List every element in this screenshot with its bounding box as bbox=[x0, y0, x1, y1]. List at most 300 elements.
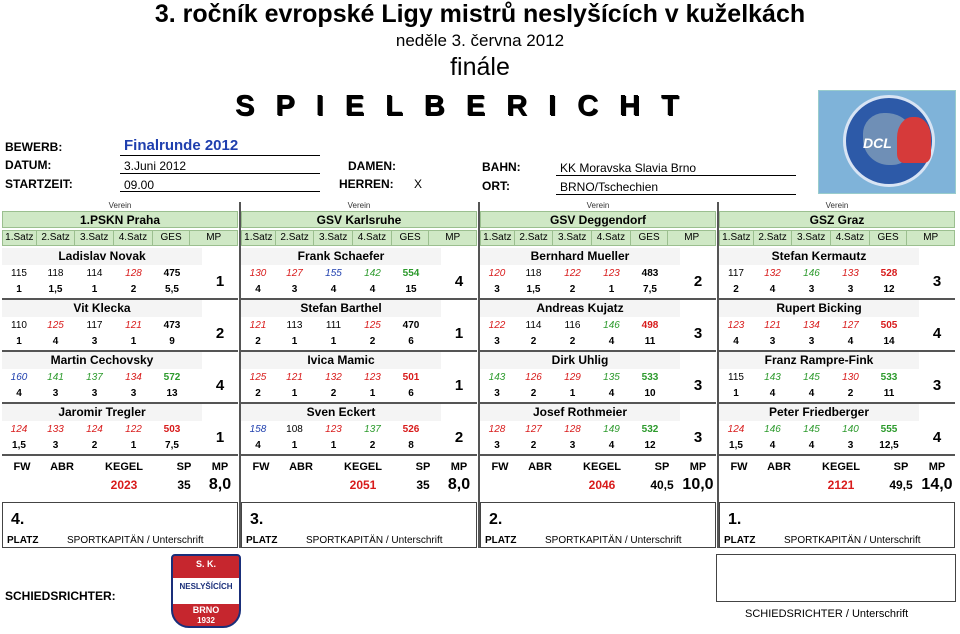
column-header: 2.Satz bbox=[37, 231, 76, 245]
total-score: 533 bbox=[641, 372, 659, 383]
player-name: Andreas Kujatz bbox=[480, 300, 680, 317]
set-points: 3 bbox=[52, 440, 59, 451]
set-score: 123 bbox=[727, 320, 745, 331]
player-block bbox=[480, 352, 716, 404]
set-score: 128 bbox=[564, 424, 581, 435]
set-points: 4 bbox=[808, 388, 815, 399]
column-header: 4.Satz bbox=[114, 231, 153, 245]
league-logo bbox=[818, 90, 956, 194]
datum-value: 3.Juni 2012 bbox=[124, 159, 187, 173]
totals-header: FW bbox=[730, 461, 748, 473]
set-points: 1 bbox=[608, 284, 615, 295]
totals-header: KEGEL bbox=[105, 461, 143, 473]
totals-sp: 40,5 bbox=[650, 478, 674, 492]
page-title: 3. ročník evropské Ligy mistrů neslyšících v kuželkách bbox=[154, 0, 806, 28]
set-points: 2 bbox=[255, 336, 261, 347]
total-score: 572 bbox=[163, 372, 181, 383]
player-block bbox=[719, 248, 955, 300]
bahn-value: KK Moravska Slavia Brno bbox=[560, 161, 697, 175]
set-points: 3 bbox=[569, 440, 576, 451]
total-points: 5,5 bbox=[165, 284, 179, 295]
set-points: 3 bbox=[808, 284, 815, 295]
totals-fw bbox=[241, 475, 281, 495]
player-block bbox=[2, 300, 238, 352]
platz-label: PLATZ bbox=[246, 535, 278, 546]
set-score: 127 bbox=[842, 320, 859, 331]
set-score: 146 bbox=[603, 320, 620, 331]
set-points: 1 bbox=[291, 440, 298, 451]
match-points: 3 bbox=[693, 325, 703, 342]
player-name: Martin Cechovsky bbox=[2, 352, 202, 369]
player-name: Ladislav Novak bbox=[2, 248, 202, 265]
set-score: 160 bbox=[10, 372, 28, 383]
total-points: 6 bbox=[408, 388, 414, 399]
set-points: 2 bbox=[847, 388, 854, 399]
totals-kegel: 2051 bbox=[349, 478, 377, 492]
column-header: MP bbox=[684, 232, 700, 243]
total-points: 11 bbox=[644, 336, 656, 347]
damen-label: DAMEN: bbox=[348, 159, 396, 173]
column-divider bbox=[239, 202, 241, 548]
totals-header: ABR bbox=[528, 461, 552, 473]
set-score: 130 bbox=[842, 372, 859, 383]
set-score: 134 bbox=[125, 372, 142, 383]
club-logo bbox=[171, 554, 241, 628]
set-score: 120 bbox=[488, 268, 506, 279]
datum-label: DATUM: bbox=[5, 158, 52, 172]
set-score: 141 bbox=[47, 372, 64, 383]
column-header-row bbox=[2, 230, 238, 246]
match-points: 4 bbox=[932, 429, 942, 446]
set-points: 1 bbox=[291, 336, 298, 347]
total-points: 7,5 bbox=[643, 284, 657, 295]
column-header-row bbox=[241, 230, 477, 246]
total-points: 8 bbox=[408, 440, 414, 451]
totals-header-row bbox=[241, 459, 477, 475]
player-block bbox=[480, 404, 716, 456]
totals-header: KEGEL bbox=[583, 461, 621, 473]
bewerb-value: Finalrunde 2012 bbox=[124, 137, 239, 154]
points-row bbox=[2, 386, 191, 401]
total-score: 498 bbox=[641, 320, 659, 331]
column-header: MP bbox=[923, 232, 939, 243]
column-header: 1.Satz bbox=[720, 231, 754, 245]
set-score: 125 bbox=[249, 372, 267, 383]
player-name: Ivica Mamic bbox=[241, 352, 441, 369]
set-points: 4 bbox=[369, 284, 376, 295]
set-score: 117 bbox=[728, 268, 744, 279]
set-points: 1,5 bbox=[729, 440, 743, 451]
set-points: 4 bbox=[52, 336, 59, 347]
ort-value: BRNO/Tschechien bbox=[560, 180, 659, 194]
total-score: 505 bbox=[880, 320, 898, 331]
set-points: 3 bbox=[91, 388, 98, 399]
set-points: 1 bbox=[733, 388, 739, 399]
totals-mp: 10,0 bbox=[682, 476, 714, 493]
points-row bbox=[2, 438, 191, 453]
set-score: 142 bbox=[364, 268, 381, 279]
total-points: 9 bbox=[169, 336, 175, 347]
total-score: 501 bbox=[402, 372, 420, 383]
totals-header: FW bbox=[252, 461, 270, 473]
totals-header: ABR bbox=[289, 461, 313, 473]
total-score: 526 bbox=[402, 424, 420, 435]
column-header: 4.Satz bbox=[353, 231, 392, 245]
column-header-row bbox=[719, 230, 955, 246]
player-name: Bernhard Mueller bbox=[480, 248, 680, 265]
totals-kegel: 2023 bbox=[110, 478, 138, 492]
set-score: 118 bbox=[525, 268, 542, 279]
player-block bbox=[2, 352, 238, 404]
set-points: 1 bbox=[291, 388, 298, 399]
set-score: 135 bbox=[603, 372, 620, 383]
totals-abr bbox=[281, 475, 321, 495]
scores-row bbox=[480, 422, 669, 437]
player-block bbox=[241, 300, 477, 352]
set-points: 4 bbox=[847, 336, 854, 347]
scores-row bbox=[719, 422, 908, 437]
column-header: GES bbox=[870, 231, 908, 245]
match-points: 4 bbox=[215, 377, 225, 394]
platz-number: 1. bbox=[728, 511, 742, 528]
set-score: 128 bbox=[488, 424, 506, 435]
set-points: 1 bbox=[16, 284, 22, 295]
totals-header-row bbox=[2, 459, 238, 475]
set-points: 1 bbox=[369, 388, 376, 399]
player-block bbox=[2, 248, 238, 300]
set-points: 3 bbox=[847, 284, 854, 295]
column-header: 3.Satz bbox=[553, 231, 592, 245]
scores-row bbox=[2, 422, 191, 437]
set-score: 125 bbox=[364, 320, 381, 331]
referee-signature-box[interactable] bbox=[716, 554, 956, 602]
set-score: 143 bbox=[488, 372, 506, 383]
set-points: 4 bbox=[255, 284, 261, 295]
totals-header: KEGEL bbox=[822, 461, 860, 473]
set-points: 2 bbox=[569, 284, 576, 295]
referee-signature-label: SCHIEDSRICHTER / Unterschrift bbox=[745, 608, 909, 620]
set-score: 155 bbox=[325, 268, 342, 279]
set-points: 1,5 bbox=[48, 284, 63, 295]
set-score: 115 bbox=[728, 372, 744, 383]
set-score: 149 bbox=[603, 424, 620, 435]
scores-row bbox=[480, 370, 669, 385]
platz-box[interactable] bbox=[241, 502, 477, 548]
startzeit-value: 09.00 bbox=[124, 178, 155, 192]
bahn-label: BAHN: bbox=[482, 160, 521, 174]
scores-row bbox=[241, 318, 430, 333]
set-points: 3 bbox=[494, 284, 500, 295]
set-points: 3 bbox=[494, 388, 500, 399]
player-block bbox=[719, 300, 955, 352]
set-points: 3 bbox=[52, 388, 59, 399]
total-score: 528 bbox=[880, 268, 898, 279]
set-points: 3 bbox=[769, 336, 776, 347]
bewerb-label: BEWERB: bbox=[5, 140, 63, 154]
totals-sp: 35 bbox=[416, 478, 430, 492]
scores-row bbox=[241, 370, 430, 385]
points-row bbox=[241, 438, 430, 453]
set-points: 3 bbox=[91, 336, 98, 347]
match-points: 2 bbox=[215, 325, 225, 342]
scores-row bbox=[480, 318, 669, 333]
totals-values-row bbox=[480, 475, 716, 495]
totals-abr bbox=[520, 475, 560, 495]
totals-fw bbox=[719, 475, 759, 495]
set-points: 2 bbox=[255, 388, 261, 399]
set-points: 4 bbox=[608, 388, 615, 399]
set-points: 2 bbox=[91, 440, 98, 451]
player-name: Jaromir Tregler bbox=[2, 404, 202, 421]
set-points: 3 bbox=[291, 284, 298, 295]
totals-header: MP bbox=[928, 461, 946, 473]
set-score: 121 bbox=[125, 320, 142, 331]
player-block bbox=[241, 248, 477, 300]
player-name: Frank Schaefer bbox=[241, 248, 441, 265]
column-header: 3.Satz bbox=[792, 231, 831, 245]
scores-row bbox=[241, 266, 430, 281]
club-logo-line4: 1932 bbox=[197, 616, 215, 625]
set-score: 129 bbox=[564, 372, 581, 383]
set-score: 123 bbox=[603, 268, 620, 279]
herren-label: HERREN: bbox=[339, 177, 394, 191]
totals-abr bbox=[42, 475, 82, 495]
set-score: 127 bbox=[525, 424, 542, 435]
verein-label: Verein bbox=[586, 201, 610, 210]
set-score: 121 bbox=[249, 320, 267, 331]
match-points: 2 bbox=[693, 273, 703, 290]
set-score: 121 bbox=[764, 320, 781, 331]
set-points: 4 bbox=[608, 336, 615, 347]
column-header: 2.Satz bbox=[515, 231, 554, 245]
captain-signature-label: SPORTKAPITÄN / Unterschrift bbox=[545, 535, 682, 546]
set-points: 2 bbox=[530, 336, 537, 347]
set-points: 2 bbox=[369, 440, 376, 451]
player-block bbox=[480, 300, 716, 352]
set-score: 145 bbox=[803, 424, 820, 435]
set-score: 133 bbox=[842, 268, 859, 279]
total-score: 470 bbox=[402, 320, 420, 331]
verein-label: Verein bbox=[825, 201, 849, 210]
points-row bbox=[2, 282, 191, 297]
totals-header: MP bbox=[211, 461, 229, 473]
set-points: 1 bbox=[130, 336, 137, 347]
points-row bbox=[2, 334, 191, 349]
column-header: MP bbox=[445, 232, 461, 243]
club-logo-line1: S. K. bbox=[195, 559, 216, 569]
set-score: 125 bbox=[47, 320, 64, 331]
points-row bbox=[241, 282, 430, 297]
set-score: 122 bbox=[564, 268, 581, 279]
totals-header: FW bbox=[491, 461, 509, 473]
total-points: 10 bbox=[644, 388, 656, 399]
page-subtitle: neděle 3. června 2012 bbox=[395, 31, 565, 50]
total-points: 7,5 bbox=[165, 440, 179, 451]
points-row bbox=[719, 334, 908, 349]
total-points: 14 bbox=[883, 336, 895, 347]
player-block bbox=[719, 352, 955, 404]
totals-kegel: 2046 bbox=[588, 478, 616, 492]
match-points: 3 bbox=[932, 273, 942, 290]
total-score: 503 bbox=[163, 424, 181, 435]
totals-header: SP bbox=[415, 461, 431, 473]
player-name: Rupert Bicking bbox=[719, 300, 919, 317]
total-points: 12 bbox=[883, 284, 895, 295]
points-row bbox=[719, 282, 908, 297]
herren-value: X bbox=[414, 177, 423, 191]
totals-kegel: 2121 bbox=[827, 478, 855, 492]
player-name: Stefan Barthel bbox=[241, 300, 441, 317]
set-score: 128 bbox=[125, 268, 142, 279]
set-points: 1 bbox=[91, 284, 98, 295]
scores-row bbox=[719, 318, 908, 333]
set-score: 123 bbox=[364, 372, 381, 383]
points-row bbox=[719, 386, 908, 401]
totals-values-row bbox=[2, 475, 238, 495]
set-score: 113 bbox=[286, 320, 303, 331]
set-points: 1,5 bbox=[526, 284, 541, 295]
set-score: 132 bbox=[325, 372, 342, 383]
set-points: 1 bbox=[16, 336, 22, 347]
platz-box[interactable] bbox=[2, 502, 238, 548]
logo-text: DCL bbox=[863, 135, 892, 151]
sheet-heading: SPIELBERICHT bbox=[235, 90, 700, 122]
totals-sp: 35 bbox=[177, 478, 191, 492]
total-score: 532 bbox=[641, 424, 659, 435]
match-points: 1 bbox=[454, 325, 464, 342]
set-score: 143 bbox=[764, 372, 781, 383]
set-points: 2 bbox=[569, 336, 576, 347]
set-points: 3 bbox=[847, 440, 854, 451]
scores-row bbox=[2, 266, 191, 281]
set-points: 4 bbox=[16, 388, 22, 399]
set-points: 2 bbox=[530, 388, 537, 399]
match-points: 3 bbox=[932, 377, 942, 394]
set-score: 146 bbox=[764, 424, 781, 435]
set-points: 1 bbox=[569, 388, 576, 399]
set-score: 140 bbox=[842, 424, 859, 435]
set-score: 108 bbox=[286, 424, 303, 435]
set-points: 1 bbox=[330, 336, 337, 347]
set-points: 4 bbox=[808, 440, 815, 451]
total-points: 6 bbox=[408, 336, 414, 347]
column-header-row bbox=[480, 230, 716, 246]
total-points: 15 bbox=[405, 284, 417, 295]
totals-header: SP bbox=[176, 461, 192, 473]
total-score: 555 bbox=[880, 424, 898, 435]
set-score: 122 bbox=[488, 320, 506, 331]
platz-box[interactable] bbox=[719, 502, 955, 548]
referee-label: SCHIEDSRICHTER: bbox=[5, 589, 116, 603]
set-score: 124 bbox=[86, 424, 103, 435]
points-row bbox=[241, 386, 430, 401]
scores-row bbox=[2, 318, 191, 333]
total-score: 475 bbox=[163, 268, 181, 279]
column-divider bbox=[478, 202, 480, 548]
set-score: 124 bbox=[727, 424, 745, 435]
match-points: 3 bbox=[693, 429, 703, 446]
set-points: 4 bbox=[769, 284, 776, 295]
points-row bbox=[480, 282, 669, 297]
player-block bbox=[480, 248, 716, 300]
platz-box[interactable] bbox=[480, 502, 716, 548]
column-header: 2.Satz bbox=[276, 231, 315, 245]
captain-signature-label: SPORTKAPITÄN / Unterschrift bbox=[784, 535, 921, 546]
totals-header-row bbox=[719, 459, 955, 475]
set-points: 4 bbox=[769, 440, 776, 451]
points-row bbox=[480, 438, 669, 453]
player-block bbox=[719, 404, 955, 456]
set-points: 1 bbox=[130, 440, 137, 451]
captain-signature-label: SPORTKAPITÄN / Unterschrift bbox=[306, 535, 443, 546]
set-score: 137 bbox=[86, 372, 103, 383]
platz-number: 4. bbox=[11, 511, 25, 528]
page-stage: finále bbox=[450, 53, 510, 81]
set-points: 2 bbox=[130, 284, 137, 295]
column-header: 2.Satz bbox=[754, 231, 793, 245]
points-row bbox=[480, 334, 669, 349]
scores-row bbox=[241, 422, 430, 437]
set-score: 146 bbox=[803, 268, 820, 279]
total-score: 533 bbox=[880, 372, 898, 383]
set-points: 2 bbox=[530, 440, 537, 451]
set-score: 117 bbox=[86, 320, 103, 331]
club-logo-line3: BRNO bbox=[192, 605, 220, 615]
total-score: 554 bbox=[402, 268, 420, 279]
totals-fw bbox=[2, 475, 42, 495]
total-points: 12,5 bbox=[879, 440, 899, 451]
platz-number: 3. bbox=[250, 511, 264, 528]
startzeit-label: STARTZEIT: bbox=[5, 177, 73, 191]
bowler-icon bbox=[897, 117, 931, 163]
column-header: GES bbox=[153, 231, 191, 245]
totals-header-row bbox=[480, 459, 716, 475]
set-score: 115 bbox=[11, 268, 27, 279]
set-score: 111 bbox=[325, 320, 342, 331]
column-header: 3.Satz bbox=[314, 231, 353, 245]
set-points: 1,5 bbox=[12, 440, 26, 451]
column-header: 1.Satz bbox=[3, 231, 37, 245]
column-header: MP bbox=[206, 232, 222, 243]
team-name: 1.PSKN Praha bbox=[2, 211, 238, 228]
set-score: 124 bbox=[10, 424, 28, 435]
set-points: 2 bbox=[369, 336, 376, 347]
ort-label: ORT: bbox=[482, 179, 510, 193]
set-score: 126 bbox=[525, 372, 542, 383]
set-score: 145 bbox=[803, 372, 820, 383]
totals-header: ABR bbox=[50, 461, 74, 473]
set-score: 133 bbox=[47, 424, 64, 435]
scores-row bbox=[480, 266, 669, 281]
totals-mp: 8,0 bbox=[208, 476, 232, 493]
scores-row bbox=[719, 370, 908, 385]
totals-header: SP bbox=[654, 461, 670, 473]
scores-row bbox=[719, 266, 908, 281]
column-header: 1.Satz bbox=[481, 231, 515, 245]
totals-header: KEGEL bbox=[344, 461, 382, 473]
totals-header: MP bbox=[689, 461, 707, 473]
set-score: 116 bbox=[564, 320, 581, 331]
column-header: GES bbox=[392, 231, 430, 245]
total-points: 11 bbox=[883, 388, 895, 399]
set-points: 4 bbox=[608, 440, 615, 451]
set-points: 3 bbox=[494, 440, 500, 451]
set-score: 130 bbox=[249, 268, 267, 279]
match-points: 1 bbox=[454, 377, 464, 394]
total-score: 483 bbox=[641, 268, 659, 279]
column-header: 3.Satz bbox=[75, 231, 114, 245]
set-score: 123 bbox=[325, 424, 342, 435]
